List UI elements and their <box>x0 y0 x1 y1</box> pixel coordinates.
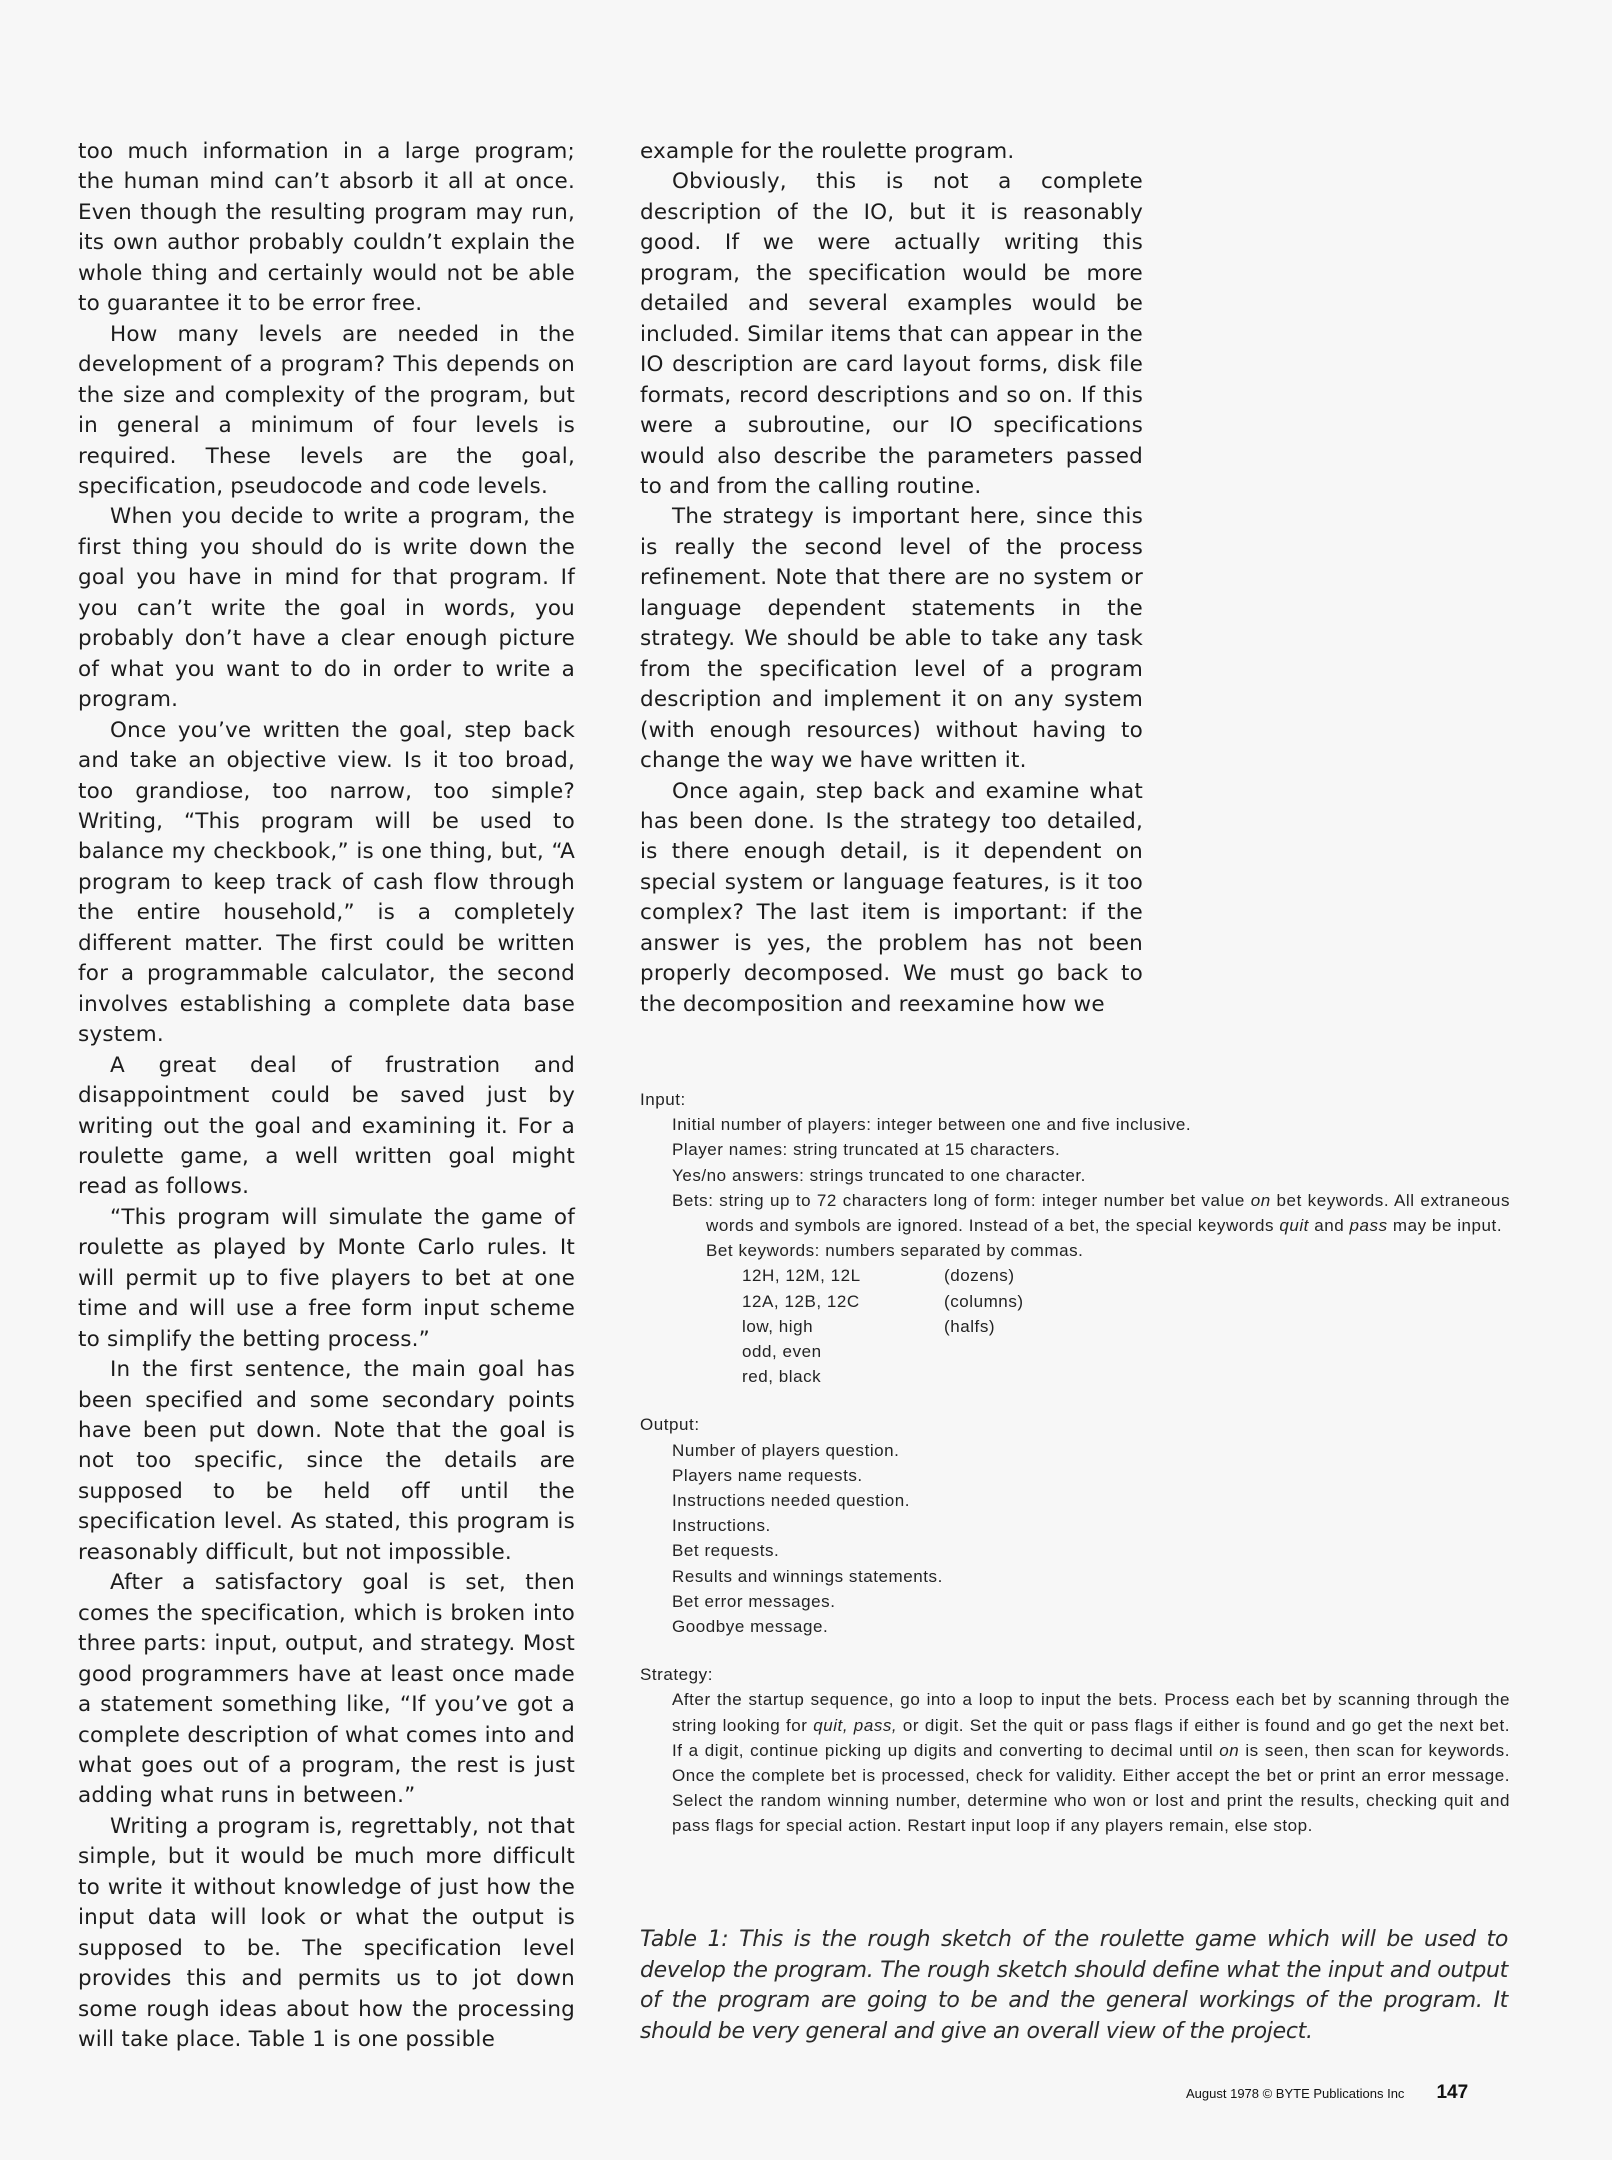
output-item: Results and winnings statements. <box>672 1566 943 1586</box>
bet-keywords-label: Bet keywords: numbers separated by commas. <box>706 1241 1084 1261</box>
bet-keyword-row: 12H, 12M, 12L (dozens) <box>742 1266 1015 1286</box>
output-item: Instructions needed question. <box>672 1491 911 1511</box>
page-number: 147 <box>1436 2082 1469 2103</box>
bet-keyword-row: odd, even <box>742 1342 822 1362</box>
table-caption: Table 1: This is the rough sketch of the roulette game which will be used to develop the program. The rough sketch should define what the input and output of the program are going to be and the general workings of the program. It should be very general and give an overall view of the project. <box>640 1927 1508 2044</box>
output-item: Instructions. <box>672 1516 771 1536</box>
paragraph: Obviously, this is not a complete description of the IO, but it is reasonably good. If we were actually writing this program, the specification would be more detailed and several examples would be included. Similar items that can appear in the IO description are card layout forms, disk file formats, record descriptions and so on. If this were a subroutine, our IO specifications would also describe the parameters passed to and from the calling routine. <box>640 169 1143 499</box>
input-heading: Input: <box>640 1090 686 1109</box>
paragraph: A great deal of frustration and disappointment could be saved just by writing out the goal and examining it. For a roulette game, a well written goal might read as follows. <box>78 1052 575 1200</box>
bet-keyword-row: 12A, 12B, 12C (columns) <box>742 1291 1024 1311</box>
publication-credit: August 1978 © BYTE Publications Inc <box>1186 2086 1405 2101</box>
paragraph: When you decide to write a program, the first thing you should do is write down the goal you have in mind for that program. If you can’t write the goal in words, you probably don’t have a clear enough picture of what you want to do in order to write a program. <box>78 504 575 713</box>
paragraph: example for the roulette program. <box>640 139 1015 164</box>
output-item: Players name requests. <box>672 1465 863 1485</box>
input-item: Initial number of players: integer between one and five inclusive. <box>672 1115 1192 1135</box>
bet-keyword-row: low, high (halfs) <box>742 1316 996 1336</box>
output-item: Number of players question. <box>672 1440 900 1460</box>
output-item: Goodbye message. <box>672 1617 829 1637</box>
input-item: Yes/no answers: strings truncated to one character. <box>672 1165 1086 1185</box>
left-column <box>78 137 575 2056</box>
output-heading: Output: <box>640 1415 700 1435</box>
goal-quote-paragraph: “This program will simulate the game of roulette as played by Monte Carlo rules. It will permit up to five players to bet at one time and will use a free form input scheme to simplify the betting process.” <box>78 1204 575 1352</box>
paragraph: Once again, step back and examine what has been done. Is the strategy too detailed, is there enough detail, is it dependent on special system or language features, is it too complex? The last item is important: if the answer is yes, the problem has not been properly decomposed. We must go back to the decomposition and reexamine how we <box>640 778 1143 1017</box>
paragraph: Writing a program is, regrettably, not that simple, but it would be much more difficult to write it without knowledge of just how the input data will look or what the output is supposed to be. The specification level provides this and permits us to jot down some rough ideas about how the processing will take place. Table 1 is one possible <box>78 1813 575 2053</box>
input-item-bets: Bets: string up to 72 characters long of form: integer number bet value on bet keywords. All extraneous words and symbols are ignored. Instead of a bet, the special keywords quit and pass may be input. <box>672 1190 1510 1236</box>
input-items <box>672 1112 1510 1389</box>
page-footer <box>1186 2082 1468 2104</box>
bet-keyword-row: red, black <box>742 1367 822 1387</box>
output-items <box>672 1438 1510 1640</box>
paragraph: After a satisfactory goal is set, then comes the specification, which is broken into three parts: input, output, and strategy. Most good programmers have at least once made a statement something like, “If you’ve got a complete description of what comes into and what goes out of a program, the rest is just adding what runs in between.” <box>78 1570 575 1809</box>
output-item: Bet requests. <box>672 1541 780 1561</box>
strategy-heading: Strategy: <box>640 1665 713 1685</box>
paragraph: In the first sentence, the main goal has been specified and some secondary points have been put down. Note that the goal is not too specific, since the details are supposed to be held off until the specification level. As stated, this program is reasonably difficult, but not impossible. <box>78 1357 575 1565</box>
right-column <box>640 137 1143 1020</box>
input-item: Player names: string truncated at 15 characters. <box>672 1140 1061 1160</box>
paragraph: Once you’ve written the goal, step back and take an objective view. Is it too broad, too grandiose, too narrow, too simple? Writing, “This program will be used to balance my checkbook,” is one thing, but, “A program to keep track of cash flow through the entire household,” is a completely different matter. The first could be written for a programmable calculator, the second involves establishing a complete data base system. <box>78 717 575 1048</box>
paragraph: too much information in a large program; the human mind can’t absorb it all at once. Even though the resulting program may run, its own author probably couldn’t explain the whole thing and certainly would not be able to guarantee it to be error free. <box>78 139 575 317</box>
table-1-specification <box>640 1087 1510 1839</box>
paragraph: The strategy is important here, since this is really the second level of the process refinement. Note that there are no system or language dependent statements in the strategy. We should be able to take any task from the specification level of a program description and implement it on any system (with enough resources) without having to change the way we have written it. <box>640 504 1143 774</box>
output-item: Bet error messages. <box>672 1591 836 1611</box>
strategy-text: After the startup sequence, go into a loop to input the bets. Process each bet by scanning through the string looking for quit, pass, or digit. Set the quit or pass flags if either is found and go get the next bet. If a digit, continue picking up digits and converting to decimal until on is seen, then scan for keywords. Once the complete bet is processed, check for validity. Either accept the bet or print an error message. Select the random winning number, determine who won or lost and print the results, checking quit and pass flags for special action. Restart input loop if any players remain, else stop. <box>672 1690 1511 1836</box>
paragraph: How many levels are needed in the development of a program? This depends on the size and complexity of the program, but in general a minimum of four levels is required. These levels are the goal, specification, pseudocode and code levels. <box>78 321 575 499</box>
